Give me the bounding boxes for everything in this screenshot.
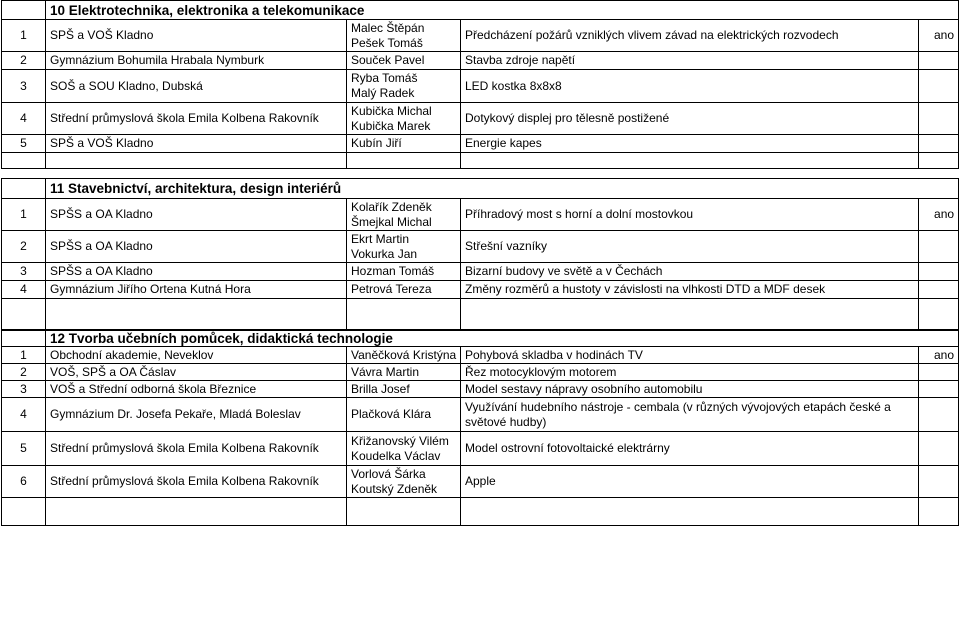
author: Ryba Tomáš <box>351 71 418 85</box>
title-cell: Pohybová skladba v hodinách TV <box>461 347 919 364</box>
title-cell: Předcházení požárů vzniklých vlivem závad na elektrických rozvodech <box>461 20 919 52</box>
table-row <box>2 52 959 70</box>
spacer-row <box>2 299 959 331</box>
section-12-table <box>1 329 959 526</box>
section-heading-row <box>2 330 959 347</box>
author: Koudelka Václav <box>351 448 441 463</box>
spacer-row <box>2 498 959 526</box>
school-cell: Střední průmyslová škola Emila Kolbena Rakovník <box>46 103 347 135</box>
title-cell: Stavba zdroje napětí <box>461 52 919 70</box>
title-cell: Energie kapes <box>461 135 919 153</box>
authors-cell <box>347 231 461 263</box>
flag-cell <box>919 281 959 299</box>
flag-cell: ano <box>919 347 959 364</box>
title-cell: Řez motocyklovým motorem <box>461 364 919 381</box>
author: Vávra Martin <box>351 364 420 379</box>
row-number: 3 <box>2 381 46 398</box>
school-cell: VOŠ a Střední odborná škola Březnice <box>46 381 347 398</box>
table-row <box>2 20 959 52</box>
author: Malý Radek <box>351 86 415 100</box>
author: Kubička Michal <box>351 103 432 118</box>
row-number: 6 <box>2 466 46 498</box>
table-row <box>2 466 959 498</box>
row-number: 4 <box>2 103 46 135</box>
authors-cell <box>347 20 461 52</box>
section-10-table <box>1 0 959 169</box>
row-number: 1 <box>2 347 46 364</box>
authors-cell <box>347 398 461 432</box>
author: Souček Pavel <box>351 53 425 67</box>
school-cell: SPŠS a OA Kladno <box>46 231 347 263</box>
author: Brilla Josef <box>351 381 410 396</box>
title-cell: Využívání hudebního nástroje - cembala (v různých vývojových etapách české a světové hudby) <box>461 398 919 432</box>
authors-cell <box>347 381 461 398</box>
author: Křižanovský Vilém <box>351 433 449 448</box>
author: Koutský Zdeněk <box>351 481 438 496</box>
flag-cell <box>919 263 959 281</box>
title-cell: Střešní vazníky <box>461 231 919 263</box>
row-number: 3 <box>2 263 46 281</box>
table-row <box>2 281 959 299</box>
flag-cell: ano <box>919 20 959 52</box>
flag-cell <box>919 364 959 381</box>
row-number: 2 <box>2 52 46 70</box>
row-number: 5 <box>2 135 46 153</box>
school-cell: SPŠ a VOŠ Kladno <box>46 20 347 52</box>
author: Kubín Jiří <box>351 136 402 150</box>
flag-cell <box>919 466 959 498</box>
authors-cell <box>347 364 461 381</box>
authors-cell <box>347 199 461 231</box>
row-number: 1 <box>2 20 46 52</box>
author: Šmejkal Michal <box>351 214 432 229</box>
table-row <box>2 347 959 364</box>
section-heading: 12 Tvorba učebních pomůcek, didaktická technologie <box>46 330 959 347</box>
blank-cell <box>2 330 46 347</box>
authors-cell <box>347 103 461 135</box>
authors-cell <box>347 281 461 299</box>
title-cell: LED kostka 8x8x8 <box>461 70 919 103</box>
author: Hozman Tomáš <box>351 264 435 278</box>
author: Pešek Tomáš <box>351 35 423 50</box>
authors-cell <box>347 135 461 153</box>
row-number: 2 <box>2 364 46 381</box>
authors-cell <box>347 347 461 364</box>
title-cell: Apple <box>461 466 919 498</box>
blank-cell <box>2 1 46 20</box>
flag-cell <box>919 432 959 466</box>
flag-cell <box>919 103 959 135</box>
school-cell: Gymnázium Jiřího Ortena Kutná Hora <box>46 281 347 299</box>
section-heading: 11 Stavebnictví, architektura, design interiérů <box>46 179 959 199</box>
author: Vokurka Jan <box>351 246 418 261</box>
title-cell: Bizarní budovy ve světě a v Čechách <box>461 263 919 281</box>
author: Petrová Tereza <box>351 282 432 296</box>
school-cell: SPŠS a OA Kladno <box>46 263 347 281</box>
table-row <box>2 70 959 103</box>
author: Plačková Klára <box>351 407 432 421</box>
row-number: 5 <box>2 432 46 466</box>
flag-cell <box>919 231 959 263</box>
section-heading: 10 Elektrotechnika, elektronika a telekomunikace <box>46 1 959 20</box>
title-cell: Příhradový most s horní a dolní mostovkou <box>461 199 919 231</box>
table-row <box>2 103 959 135</box>
table-row <box>2 398 959 432</box>
flag-cell <box>919 135 959 153</box>
authors-cell <box>347 52 461 70</box>
row-number: 4 <box>2 398 46 432</box>
blank-cell <box>2 179 46 199</box>
row-number: 2 <box>2 231 46 263</box>
school-cell: Gymnázium Dr. Josefa Pekaře, Mladá Boleslav <box>46 398 347 432</box>
flag-cell: ano <box>919 199 959 231</box>
table-row <box>2 364 959 381</box>
table-row <box>2 135 959 153</box>
authors-cell <box>347 263 461 281</box>
row-number: 1 <box>2 199 46 231</box>
title-cell: Model sestavy nápravy osobního automobilu <box>461 381 919 398</box>
section-heading-row <box>2 1 959 20</box>
row-number: 3 <box>2 70 46 103</box>
title-cell: Dotykový displej pro tělesně postižené <box>461 103 919 135</box>
section-heading-row <box>2 179 959 199</box>
table-row <box>2 199 959 231</box>
school-cell: Střední průmyslová škola Emila Kolbena Rakovník <box>46 432 347 466</box>
authors-cell <box>347 466 461 498</box>
author: Kolařík Zdeněk <box>351 199 432 214</box>
flag-cell <box>919 381 959 398</box>
author: Vorlová Šárka <box>351 466 426 481</box>
title-cell: Změny rozměrů a hustoty v závislosti na vlhkosti DTD a MDF desek <box>461 281 919 299</box>
author: Malec Štěpán <box>351 20 425 35</box>
school-cell: VOŠ, SPŠ a OA Čáslav <box>46 364 347 381</box>
school-cell: Střední průmyslová škola Emila Kolbena Rakovník <box>46 466 347 498</box>
authors-cell <box>347 70 461 103</box>
row-number: 4 <box>2 281 46 299</box>
author: Vaněčková Kristýna <box>351 347 457 362</box>
title-cell: Model ostrovní fotovoltaické elektrárny <box>461 432 919 466</box>
flag-cell <box>919 52 959 70</box>
school-cell: SPŠS a OA Kladno <box>46 199 347 231</box>
flag-cell <box>919 398 959 432</box>
flag-cell <box>919 70 959 103</box>
school-cell: Obchodní akademie, Neveklov <box>46 347 347 364</box>
school-cell: SPŠ a VOŠ Kladno <box>46 135 347 153</box>
author: Kubička Marek <box>351 118 431 133</box>
authors-cell <box>347 432 461 466</box>
table-row <box>2 432 959 466</box>
author: Ekrt Martin <box>351 231 410 246</box>
table-row <box>2 231 959 263</box>
school-cell: SOŠ a SOU Kladno, Dubská <box>46 70 347 103</box>
section-11-table <box>1 178 959 331</box>
table-row <box>2 263 959 281</box>
table-row <box>2 381 959 398</box>
spacer-row <box>2 153 959 169</box>
school-cell: Gymnázium Bohumila Hrabala Nymburk <box>46 52 347 70</box>
